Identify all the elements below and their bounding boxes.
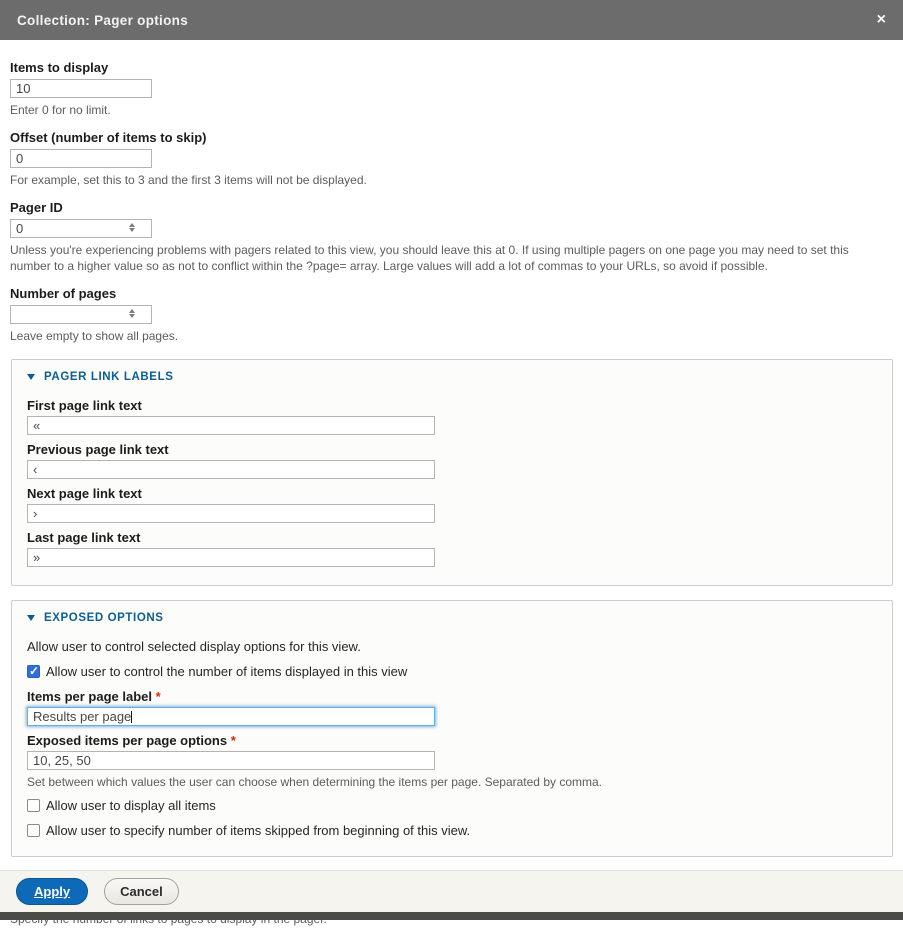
pager-link-labels-legend[interactable]	[27, 371, 877, 383]
next-page-link-label: Next page link text	[27, 485, 142, 501]
next-page-link-input[interactable]	[27, 504, 435, 523]
skip-items-checkbox-label: Allow user to specify number of items skipped from beginning of this view.	[46, 822, 471, 838]
fieldset-exposed-options	[11, 600, 893, 857]
checkbox-row-skip-items[interactable]	[27, 823, 877, 838]
exposed-items-options-help: Set between which values the user can choose when determining the items per page. Separated by comma.	[27, 774, 602, 789]
form-item-pager-id	[10, 200, 893, 276]
form-item-exposed-items-options	[27, 733, 877, 791]
exposed-options-legend-text: EXPOSED OPTIONS	[44, 611, 164, 624]
form-item-previous-page-link	[27, 442, 877, 479]
form-item-items-to-display	[10, 60, 893, 119]
items-per-page-label-label: Items per page label *	[27, 688, 161, 704]
form-item-items-per-page-label	[27, 689, 877, 726]
items-to-display-input[interactable]	[10, 79, 152, 98]
items-per-page-label-input[interactable]	[27, 707, 435, 726]
collapse-arrow-icon	[27, 374, 35, 380]
last-page-link-label: Last page link text	[27, 529, 141, 545]
items-to-display-help: Enter 0 for no limit.	[10, 103, 111, 117]
number-spinner-icon[interactable]	[128, 309, 136, 318]
dialog-header	[0, 0, 903, 40]
dialog-footer	[0, 870, 903, 912]
form-item-offset	[10, 130, 893, 189]
first-page-link-label: First page link text	[27, 397, 142, 413]
control-items-checkbox[interactable]	[27, 665, 40, 678]
close-icon[interactable]: ×	[876, 11, 886, 28]
display-all-checkbox[interactable]	[27, 799, 40, 812]
number-of-pages-label: Number of pages	[10, 286, 117, 302]
form-item-next-page-link	[27, 486, 877, 523]
first-page-link-input[interactable]	[27, 416, 435, 435]
previous-page-link-input[interactable]	[27, 460, 435, 479]
last-page-link-input[interactable]	[27, 548, 435, 567]
bottom-bar	[0, 912, 903, 920]
cancel-button[interactable]: Cancel	[104, 878, 179, 905]
pager-id-help: Unless you're experiencing problems with pagers related to this view, you should leave this at 0. If using multiple pagers on one page you may need to set this number to a higher value so as not to conflict within the ?page= array. Large values will add a lot of commas to your URLs, so avoid if possible.	[10, 242, 849, 274]
apply-button[interactable]: Apply	[16, 878, 88, 905]
text-cursor	[131, 711, 132, 723]
offset-help: For example, set this to 3 and the first 3 items will not be displayed.	[10, 172, 367, 187]
form-item-last-page-link	[27, 530, 877, 567]
exposed-options-legend[interactable]	[27, 612, 877, 624]
items-to-display-label: Items to display	[10, 60, 109, 75]
previous-page-link-label: Previous page link text	[27, 441, 169, 457]
control-items-checkbox-label: Allow user to control the number of items displayed in this view	[46, 663, 408, 679]
collapse-arrow-icon	[27, 615, 35, 621]
exposed-items-options-input[interactable]	[27, 751, 435, 770]
pager-link-labels-legend-text: PAGER LINK LABELS	[44, 370, 174, 383]
fieldset-pager-link-labels	[11, 359, 893, 586]
skip-items-checkbox[interactable]	[27, 824, 40, 837]
dialog-body	[0, 40, 903, 928]
form-item-first-page-link	[27, 398, 877, 435]
display-all-checkbox-label: Allow user to display all items	[46, 797, 216, 813]
exposed-options-description: Allow user to control selected display options for this view.	[27, 638, 361, 654]
offset-input[interactable]	[10, 149, 152, 168]
exposed-items-options-label: Exposed items per page options *	[27, 732, 236, 748]
checkbox-row-control-items[interactable]	[27, 664, 877, 679]
required-asterisk: *	[230, 732, 236, 748]
number-spinner-icon[interactable]	[128, 223, 136, 232]
number-of-pages-help: Leave empty to show all pages.	[10, 329, 179, 344]
offset-label: Offset (number of items to skip)	[10, 129, 207, 145]
form-item-number-of-pages	[10, 286, 893, 345]
pager-id-label: Pager ID	[10, 199, 63, 215]
dialog-title: Collection: Pager options	[17, 12, 189, 28]
checkbox-row-display-all[interactable]	[27, 798, 877, 813]
required-asterisk: *	[155, 688, 161, 704]
